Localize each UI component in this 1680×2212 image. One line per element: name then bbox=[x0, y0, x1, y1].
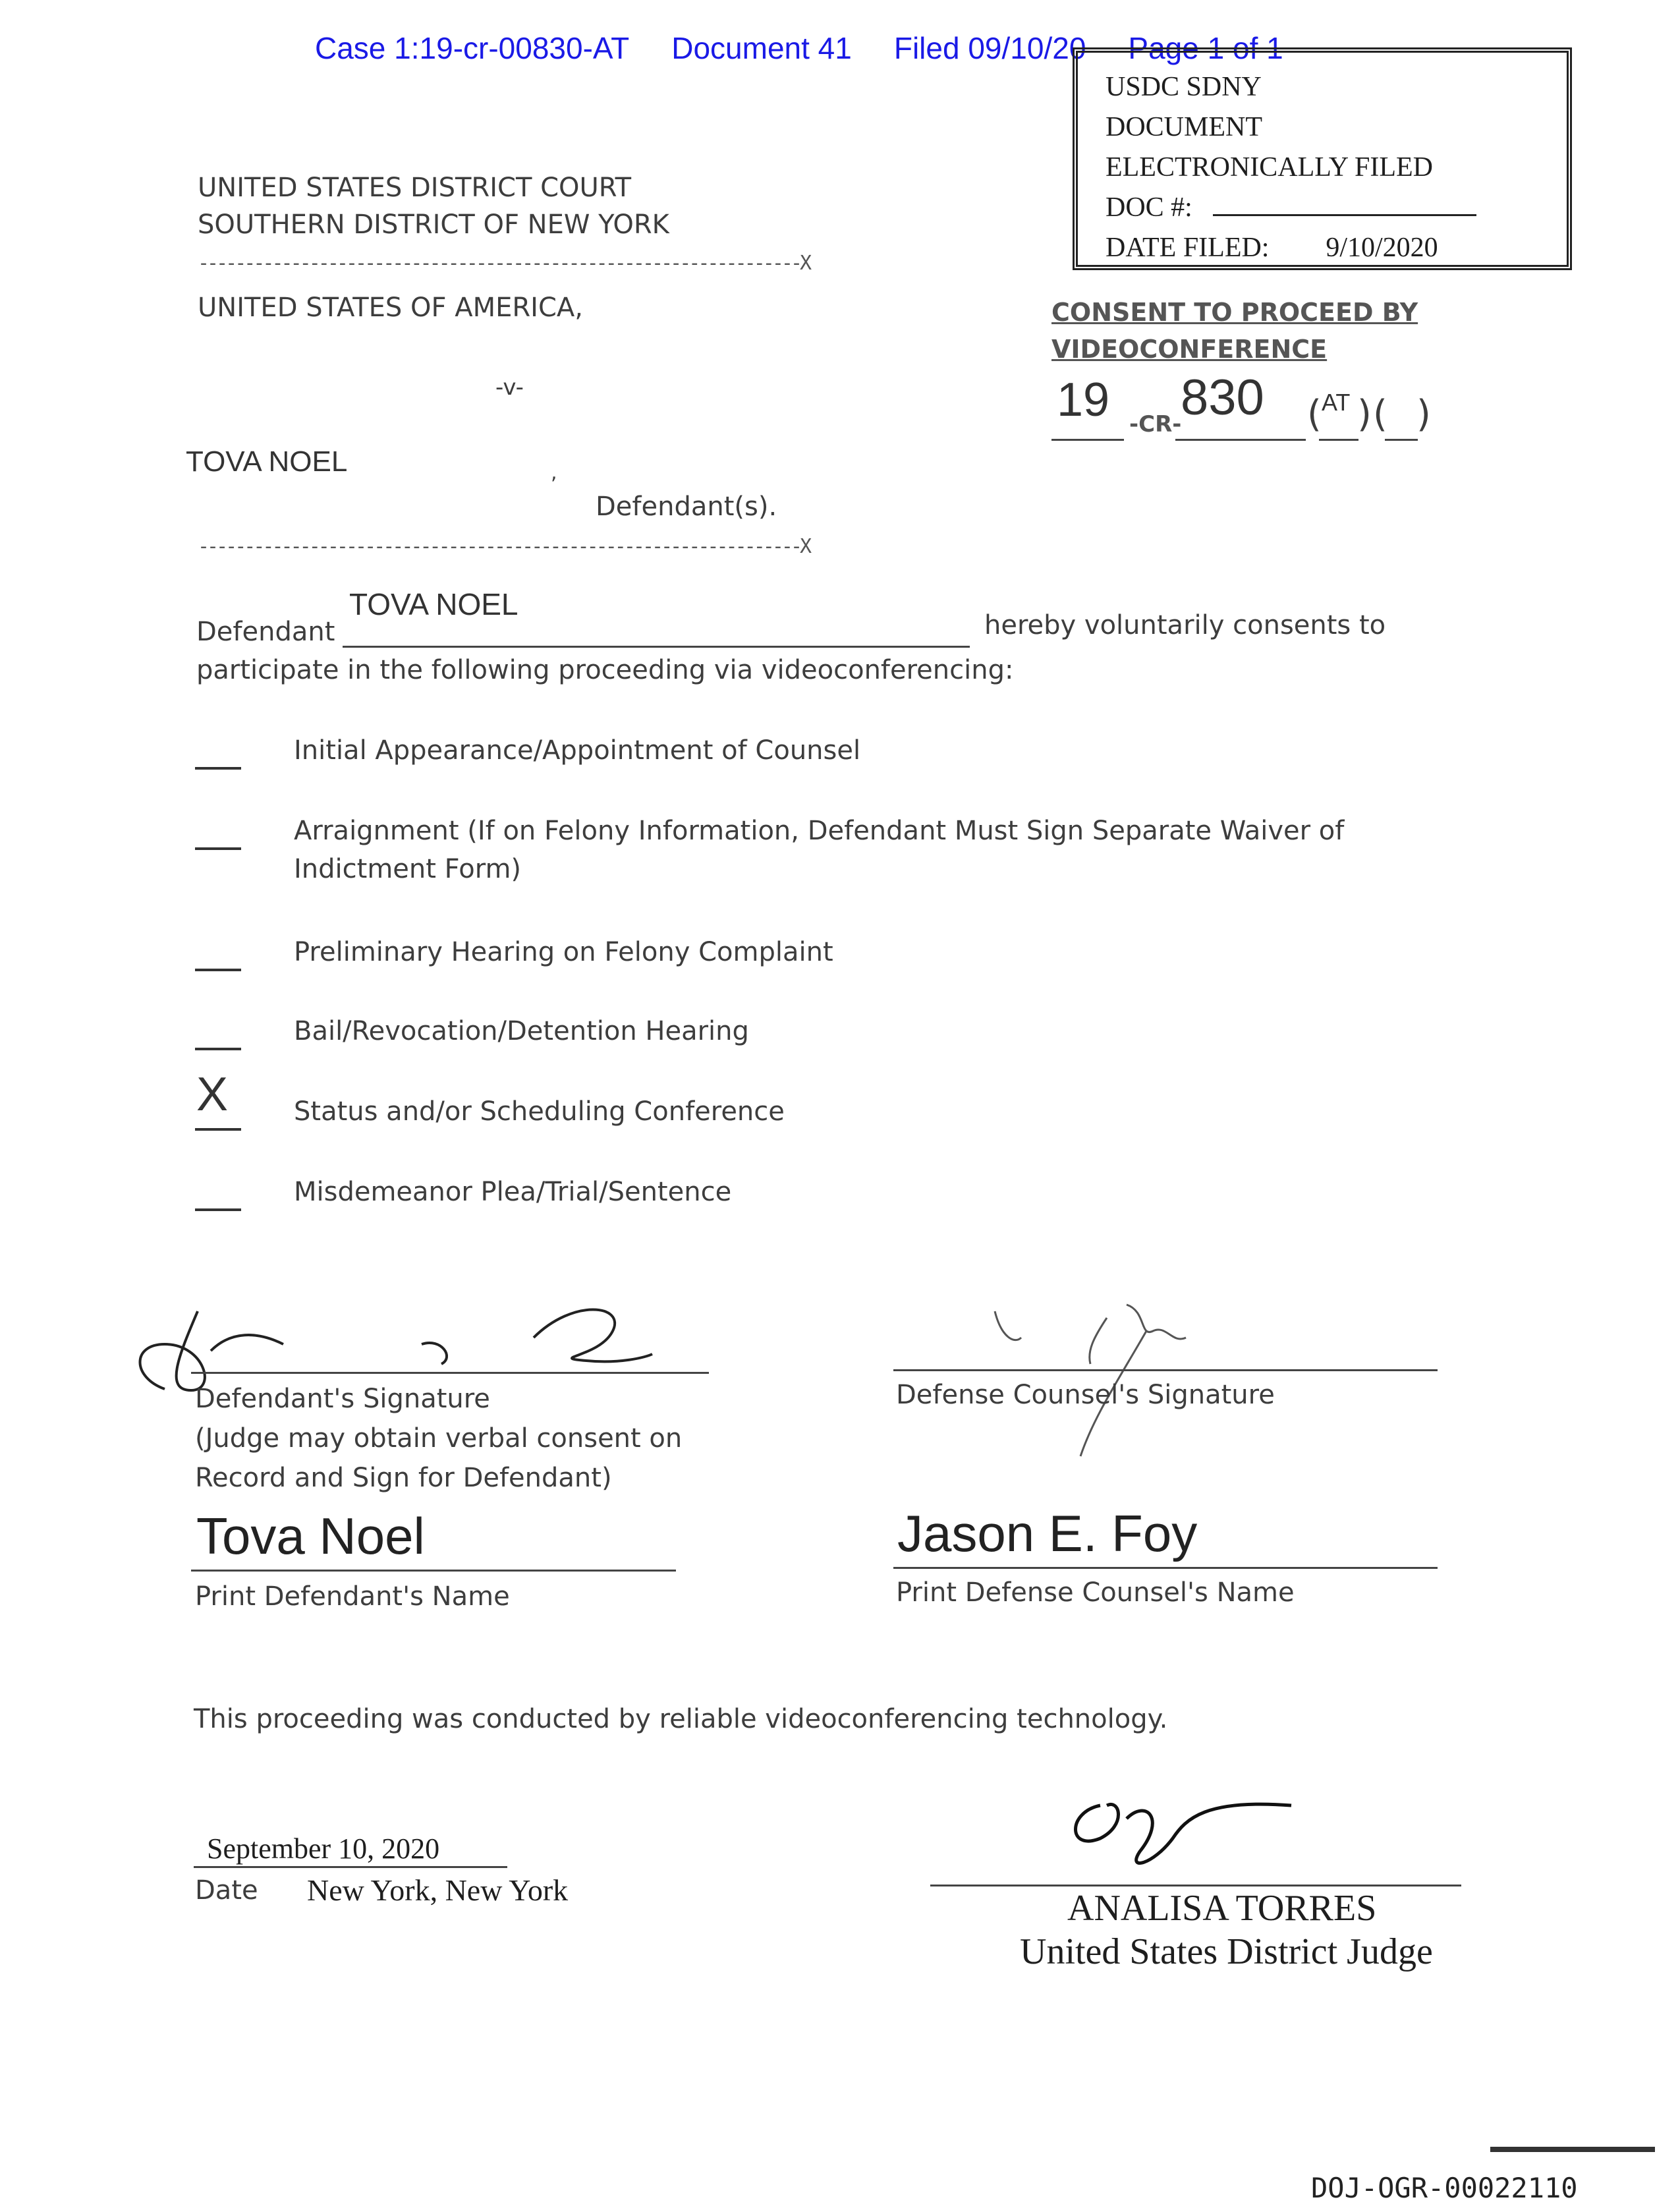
consent-line2: participate in the following proceeding via videoconferencing: bbox=[196, 655, 1014, 685]
defendant-printed-name: Tova Noel bbox=[196, 1507, 425, 1565]
caption-comma: , bbox=[551, 461, 557, 484]
court-name: UNITED STATES DISTRICT COURT bbox=[198, 173, 632, 203]
option-label: Arraignment (If on Felony Information, Defendant Must Sign Separate Waiver of bbox=[294, 816, 1345, 846]
header-case-number: Case 1:19-cr-00830-AT bbox=[315, 31, 630, 65]
videoconference-statement: This proceeding was conducted by reliable videoconferencing technology. bbox=[194, 1704, 1168, 1734]
counsel-printed-name: Jason E. Foy bbox=[897, 1504, 1198, 1562]
defendant-signature-note1: (Judge may obtain verbal consent on bbox=[195, 1423, 683, 1454]
versus-label: -v- bbox=[495, 374, 524, 401]
form-title-line1: CONSENT TO PROCEED BY bbox=[1051, 298, 1418, 327]
option-label: Bail/Revocation/Detention Hearing bbox=[294, 1016, 749, 1046]
case-cr-label: -CR- bbox=[1129, 411, 1182, 438]
caption-divider-top: -----------------------------------------------------------------X bbox=[198, 252, 810, 275]
header-filed-date: Filed 09/10/20 bbox=[893, 31, 1086, 65]
option-label: Initial Appearance/Appointment of Counsel bbox=[294, 735, 861, 766]
plaintiff-name: UNITED STATES OF AMERICA, bbox=[198, 293, 583, 323]
option-label-continued: Indictment Form) bbox=[294, 854, 522, 884]
counsel-signature-line bbox=[893, 1369, 1438, 1371]
consent-defendant-name: TOVA NOEL bbox=[349, 587, 518, 621]
stamp-line-document: DOCUMENT bbox=[1106, 112, 1262, 142]
consent-name-line bbox=[343, 646, 970, 648]
header-document-number: Document 41 bbox=[671, 31, 852, 65]
signing-location: New York, New York bbox=[307, 1873, 569, 1907]
option-checkbox-blank[interactable] bbox=[195, 847, 241, 850]
stamp-line-court: USDC SDNY bbox=[1106, 72, 1262, 102]
judge-title: United States District Judge bbox=[1020, 1931, 1433, 1972]
option-label: Misdemeanor Plea/Trial/Sentence bbox=[294, 1177, 732, 1207]
case-number-field: 19 -CR- 830 ( AT ) ( ) bbox=[1051, 373, 1447, 445]
stamp-line-electronic: ELECTRONICALLY FILED bbox=[1106, 152, 1434, 183]
bates-rule bbox=[1490, 2147, 1655, 2152]
option-mark-checked: X bbox=[196, 1068, 229, 1121]
counsel-print-line bbox=[893, 1567, 1438, 1569]
caption-divider-bottom: -----------------------------------------------------------------X bbox=[198, 535, 810, 558]
proceeding-options bbox=[195, 730, 1447, 1231]
defendant-signature-line bbox=[191, 1372, 709, 1374]
judge-signature-line bbox=[930, 1885, 1461, 1886]
consent-prefix: Defendant bbox=[196, 617, 335, 647]
counsel-print-label: Print Defense Counsel's Name bbox=[896, 1577, 1295, 1608]
stamp-doc-label: DOC #: bbox=[1106, 192, 1192, 223]
stamp-date-label: DATE FILED: bbox=[1106, 233, 1270, 263]
date-line bbox=[194, 1866, 507, 1868]
case-year: 19 bbox=[1057, 374, 1110, 426]
option-checkbox-blank[interactable] bbox=[195, 969, 241, 971]
stamp-date-value: 9/10/2020 bbox=[1283, 228, 1480, 270]
option-label: Preliminary Hearing on Felony Complaint bbox=[294, 937, 833, 967]
defendant-signature-label: Defendant's Signature bbox=[195, 1384, 490, 1414]
bates-number: DOJ-OGR-00022110 bbox=[1311, 2172, 1578, 2204]
counsel-signature-scrawl bbox=[975, 1291, 1304, 1463]
option-checkbox-blank[interactable] bbox=[195, 1048, 241, 1050]
header-page-number: Page 1 of 1 bbox=[1128, 31, 1283, 65]
defendant-label: Defendant(s). bbox=[596, 492, 777, 522]
judge-name: ANALISA TORRES bbox=[1067, 1888, 1377, 1929]
stamp-date-row bbox=[1106, 228, 1567, 270]
judge-initials: AT bbox=[1322, 389, 1351, 416]
judge-signature-scrawl bbox=[1054, 1779, 1331, 1885]
option-checkbox-blank[interactable] bbox=[195, 767, 241, 770]
stamp-doc-row bbox=[1106, 188, 1567, 228]
date-label: Date bbox=[195, 1875, 258, 1906]
defendant-signature-note2: Record and Sign for Defendant) bbox=[195, 1463, 612, 1493]
option-label: Status and/or Scheduling Conference bbox=[294, 1096, 785, 1127]
option-checkbox-checked[interactable] bbox=[195, 1128, 241, 1131]
caption-defendant-name: TOVA NOEL bbox=[186, 445, 348, 478]
defendant-print-line bbox=[191, 1570, 676, 1572]
signed-date: September 10, 2020 bbox=[207, 1832, 440, 1865]
consent-suffix: hereby voluntarily consents to bbox=[984, 610, 1386, 640]
defendant-print-label: Print Defendant's Name bbox=[195, 1581, 510, 1612]
form-title-line2: VIDEOCONFERENCE bbox=[1051, 335, 1328, 364]
court-district: SOUTHERN DISTRICT OF NEW YORK bbox=[198, 210, 669, 240]
option-checkbox-blank[interactable] bbox=[195, 1208, 241, 1211]
counsel-signature-label: Defense Counsel's Signature bbox=[896, 1380, 1275, 1410]
stamp-doc-value bbox=[1213, 214, 1476, 216]
filing-stamp bbox=[1073, 47, 1572, 270]
case-number: 830 bbox=[1181, 370, 1264, 426]
